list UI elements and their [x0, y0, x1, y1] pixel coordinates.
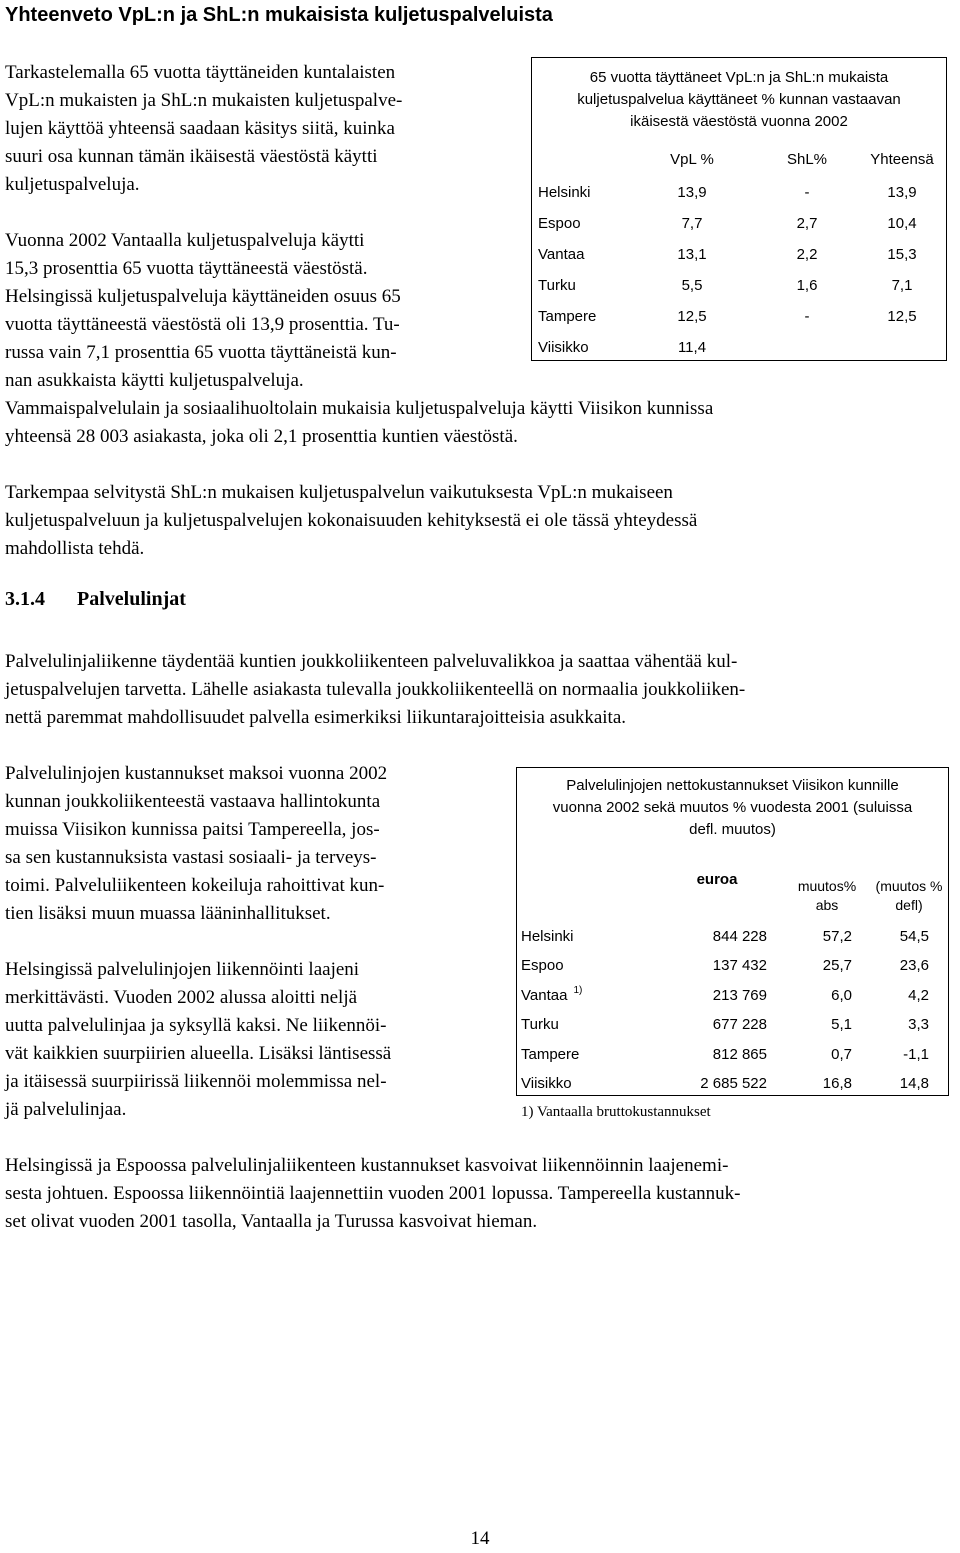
table-row — [517, 1044, 948, 1066]
text-line: sesta johtuen. Espoossa liikennöintiä laajennettiin vuoden 2001 lopussa. Tampereella kustannuk- — [5, 1183, 741, 1204]
cell-euroa: 844 228 — [712, 928, 767, 945]
table-header-row — [517, 896, 948, 918]
cell-city: Viisikko — [538, 339, 589, 356]
cell-vpl: 5,5 — [681, 277, 703, 294]
cell-shl: 1,6 — [796, 277, 818, 294]
city-name: Espoo — [521, 957, 564, 974]
text-line: Helsingissä palvelulinjojen liikennöinti laajeni — [5, 959, 360, 980]
column-header-abs: muutos% — [797, 878, 857, 894]
cell-euroa: 677 228 — [712, 1016, 767, 1033]
paragraph-cost-growth — [5, 1152, 740, 1236]
text-line: jetuspalvelujen tarvetta. Lähelle asiakasta tulevalla joukkoliikenteellä on normaalia joukkoliiken- — [5, 679, 746, 700]
cell-city: Helsinki — [538, 184, 591, 201]
column-header-defl: (muutos % — [875, 878, 943, 894]
text-line: lujen käyttöä yhteensä saadaan käsitys siitä, kuinka — [5, 118, 395, 139]
text-line: mahdollista tehdä. — [5, 538, 145, 559]
text-line: jä palvelulinjaa. — [5, 1099, 127, 1120]
cell-abs: 0,7 — [831, 1046, 852, 1063]
cell-total: 12,5 — [887, 308, 917, 325]
table-transport-usage — [531, 57, 947, 361]
table-row — [517, 985, 948, 1007]
city-name: Tampere — [521, 1046, 580, 1063]
city-name: Viisikko — [521, 1075, 572, 1092]
cell-city: Tampere — [538, 308, 597, 325]
cell-euroa: 137 432 — [712, 957, 767, 974]
cell-city — [521, 1044, 579, 1066]
text-line: Tarkempaa selvitystä ShL:n mukaisen kuljetuspalvelun vaikutuksesta VpL:n mukaiseen — [5, 482, 673, 503]
cell-shl: 2,7 — [796, 215, 818, 232]
text-line: Vuonna 2002 Vantaalla kuljetuspalveluja käytti — [5, 230, 365, 251]
cell-abs: 6,0 — [831, 987, 852, 1004]
text-line: Tarkastelemalla 65 vuotta täyttäneiden kuntalaisten — [5, 62, 396, 83]
cell-city — [521, 955, 564, 977]
cell-total: 13,9 — [887, 184, 917, 201]
cell-total: 7,1 — [891, 277, 913, 294]
column-header-abs: abs — [815, 897, 839, 913]
text-line: nettä paremmat mahdollisuudet palvella esimerkiksi liikuntarajoitteisia asukkaita. — [5, 707, 627, 728]
cell-abs: 25,7 — [822, 957, 852, 974]
column-header-euroa: euroa — [696, 871, 738, 888]
table-row — [532, 276, 946, 296]
cell-abs: 5,1 — [831, 1016, 852, 1033]
table-row — [517, 1014, 948, 1036]
cell-defl: -1,1 — [903, 1046, 929, 1063]
cell-abs: 57,2 — [822, 928, 852, 945]
text-line: tien lisäksi muun muassa lääninhallitukset. — [5, 903, 331, 924]
cell-city — [521, 1073, 572, 1095]
text-line: muissa Viisikon kunnissa paitsi Tampereella, jos- — [5, 819, 380, 840]
table-title-line: ikäisestä väestöstä vuonna 2002 — [630, 113, 848, 130]
table-row — [517, 926, 948, 948]
column-header: ShL% — [786, 151, 828, 168]
text-line: 15,3 prosenttia 65 vuotta täyttäneestä väestöstä. — [5, 258, 368, 279]
section-number: 3.1.4 — [5, 588, 45, 610]
table-title-line: Palvelulinjojen nettokustannukset Viisikon kunnille — [566, 777, 899, 794]
cell-city — [521, 926, 574, 948]
paragraph-costs — [5, 760, 387, 928]
table-row — [517, 1073, 948, 1095]
cell-euroa: 213 769 — [712, 987, 767, 1004]
text-line: Helsingissä ja Espoossa palvelulinjaliikenteen kustannukset kasvoivat liikennöinnin laajenemi- — [5, 1155, 729, 1176]
cell-defl: 4,2 — [908, 987, 929, 1004]
table-title-line: defl. muutos) — [689, 821, 776, 838]
page-title: Yhteenveto VpL:n ja ShL:n mukaisista kuljetuspalveluista — [5, 4, 553, 26]
table-row — [532, 338, 946, 358]
text-line: merkittävästi. Vuoden 2002 alussa aloitti neljä — [5, 987, 358, 1008]
table-title-line: vuonna 2002 sekä muutos % vuodesta 2001 (suluissa — [552, 799, 913, 816]
cell-shl: - — [804, 184, 810, 201]
table-header-row — [532, 150, 946, 170]
cell-city: Turku — [538, 277, 576, 294]
text-line: vät kaikkien suurpiirien alueella. Lisäksi läntisessä — [5, 1043, 392, 1064]
city-name: Vantaa — [521, 987, 568, 1004]
cell-total: 10,4 — [887, 215, 917, 232]
text-line: Vammaispalvelulain ja sosiaalihuoltolain mukaisia kuljetuspalveluja käytti Viisikon kunnissa — [5, 398, 714, 419]
text-line: Palvelulinjaliikenne täydentää kuntien joukkoliikenteen palveluvalikkoa ja saattaa vähentää kul- — [5, 651, 738, 672]
text-line: Palvelulinjojen kustannukset maksoi vuonna 2002 — [5, 763, 388, 784]
table-row — [517, 955, 948, 977]
table-row — [532, 307, 946, 327]
text-line: russa vain 7,1 prosenttia 65 vuotta täyttäneistä kun- — [5, 342, 397, 363]
cell-shl: - — [804, 308, 810, 325]
cell-shl: 2,2 — [796, 246, 818, 263]
page-number: 14 — [470, 1528, 490, 1549]
cell-vpl: 11,4 — [677, 339, 707, 356]
column-header: VpL % — [670, 151, 714, 168]
table-title-line: kuljetuspalvelua käyttäneet % kunnan vastaavan — [577, 91, 901, 108]
text-line: suuri osa kunnan tämän ikäisestä väestöstä käytti — [5, 146, 378, 167]
cell-euroa: 2 685 522 — [700, 1075, 767, 1092]
cell-defl: 23,6 — [899, 957, 929, 974]
text-line: toimi. Palveluliikenteen kokeiluja rahoittivat kun- — [5, 875, 385, 896]
table-row — [532, 245, 946, 265]
table-row — [532, 214, 946, 234]
text-line: nan asukkaista käytti kuljetuspalveluja. — [5, 370, 304, 391]
cell-city — [521, 1014, 559, 1036]
cell-city: Vantaa — [538, 246, 585, 263]
cell-defl: 3,3 — [908, 1016, 929, 1033]
column-header: Yhteensä — [870, 151, 934, 168]
section-heading — [5, 588, 186, 611]
text-line: kuljetuspalveluun ja kuljetuspalvelujen kokonaisuuden kehityksestä ei ole tässä yhteydessä — [5, 510, 698, 531]
text-line: kunnan joukkoliikenteestä vastaava hallintokunta — [5, 791, 381, 812]
cell-abs: 16,8 — [822, 1075, 852, 1092]
cell-defl: 14,8 — [899, 1075, 929, 1092]
cell-vpl: 13,1 — [677, 246, 707, 263]
footnote-marker: 1) — [573, 985, 583, 996]
paragraph-service-lines — [5, 648, 745, 732]
table-footnote: 1) Vantaalla bruttokustannukset — [521, 1104, 711, 1120]
text-line: uutta palvelulinjaa ja syksyllä kaksi. Ne liikennöi- — [5, 1015, 387, 1036]
text-line: VpL:n mukaisten ja ShL:n mukaisten kuljetuspalve- — [5, 90, 403, 111]
text-line: Helsingissä kuljetuspalveluja käyttäneiden osuus 65 — [5, 286, 401, 307]
text-line: kuljetuspalveluja. — [5, 174, 140, 195]
cell-defl: 54,5 — [899, 928, 929, 945]
cell-city — [521, 985, 582, 1007]
section-title: Palvelulinjat — [77, 588, 186, 610]
table-title-line: 65 vuotta täyttäneet VpL:n ja ShL:n mukaista — [589, 69, 889, 86]
paragraph-further-study — [5, 479, 697, 563]
table-row — [532, 183, 946, 203]
cell-city: Espoo — [538, 215, 581, 232]
table-service-line-costs — [516, 767, 949, 1096]
text-line: yhteensä 28 003 asiakasta, joka oli 2,1 prosenttia kuntien väestöstä. — [5, 426, 518, 447]
text-line: sa sen kustannuksista vastasi sosiaali- ja terveys- — [5, 847, 377, 868]
cell-vpl: 7,7 — [681, 215, 703, 232]
text-line: ja itäisessä suurpiirissä liikennöi molemmissa nel- — [5, 1071, 387, 1092]
city-name: Helsinki — [521, 928, 574, 945]
paragraph-helsinki — [5, 956, 391, 1124]
cell-total: 15,3 — [887, 246, 917, 263]
city-name: Turku — [521, 1016, 559, 1033]
text-line: vuotta täyttäneestä väestöstä oli 13,9 prosenttia. Tu- — [5, 314, 400, 335]
cell-vpl: 12,5 — [677, 308, 707, 325]
text-line: set olivat vuoden 2001 tasolla, Vantaalla ja Turussa kasvoivat hieman. — [5, 1211, 538, 1232]
paragraph-intro — [5, 59, 402, 199]
cell-vpl: 13,9 — [677, 184, 707, 201]
cell-euroa: 812 865 — [712, 1046, 767, 1063]
column-header-defl: defl) — [895, 897, 923, 913]
